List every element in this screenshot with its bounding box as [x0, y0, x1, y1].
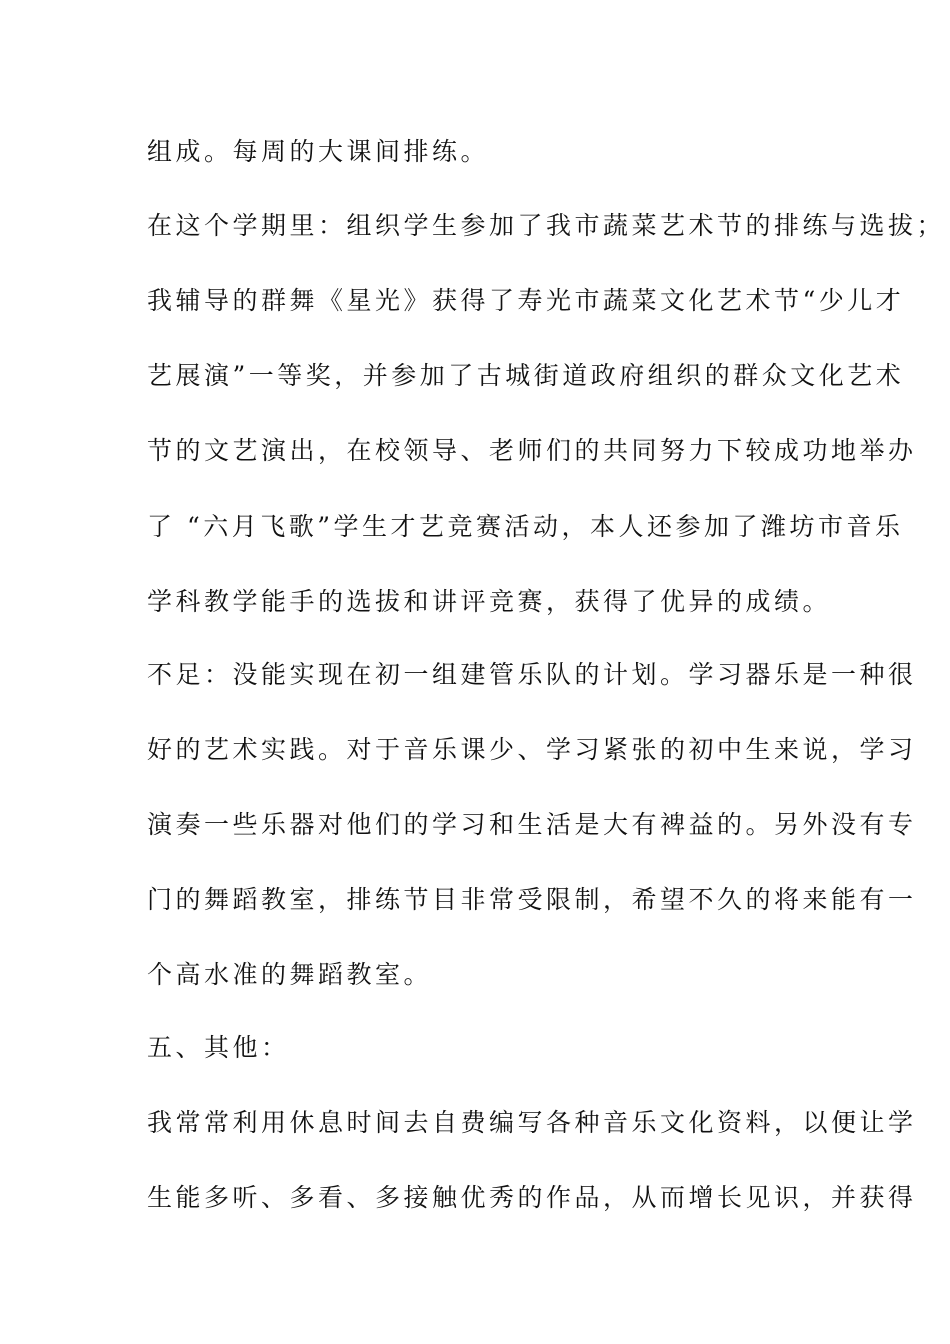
text-line: 了 “六月飞歌”学生才艺竞赛活动，本人还参加了潍坊市音乐: [147, 512, 904, 541]
text-line: 好的艺术实践。对于音乐课少、学习紧张的初中生来说，学习: [147, 735, 917, 764]
text-line: 生能多听、多看、多接触优秀的作品，从而增长见识，并获得: [147, 1183, 917, 1212]
text-line: 学科教学能手的选拔和讲评竞赛，获得了优异的成绩。: [147, 587, 832, 616]
text-line: 在这个学期里：组织学生参加了我市蔬菜艺术节的排练与选拔；: [147, 211, 946, 240]
text-line: 节的文艺演出，在校领导、老师们的共同努力下较成功地举办: [147, 436, 917, 465]
text-line: 我常常利用休息时间去自费编写各种音乐文化资料，以便让学: [147, 1108, 917, 1137]
text-line: 艺展演”一等奖，并参加了古城街道政府组织的群众文化艺术: [147, 361, 905, 390]
text-line: 演奏一些乐器对他们的学习和生活是大有裨益的。另外没有专: [147, 810, 917, 839]
text-line: 门的舞蹈教室，排练节目非常受限制，希望不久的将来能有一: [147, 885, 917, 914]
text-line: 我辅导的群舞《星光》获得了寿光市蔬菜文化艺术节“少儿才: [147, 286, 905, 315]
text-line: 个高水准的舞蹈教室。: [147, 960, 433, 989]
text-line: 组成。每周的大课间排练。: [147, 137, 490, 166]
text-line: 不足：没能实现在初一组建管乐队的计划。学习器乐是一种很: [147, 660, 917, 689]
section-heading: 五、其他：: [147, 1033, 290, 1062]
